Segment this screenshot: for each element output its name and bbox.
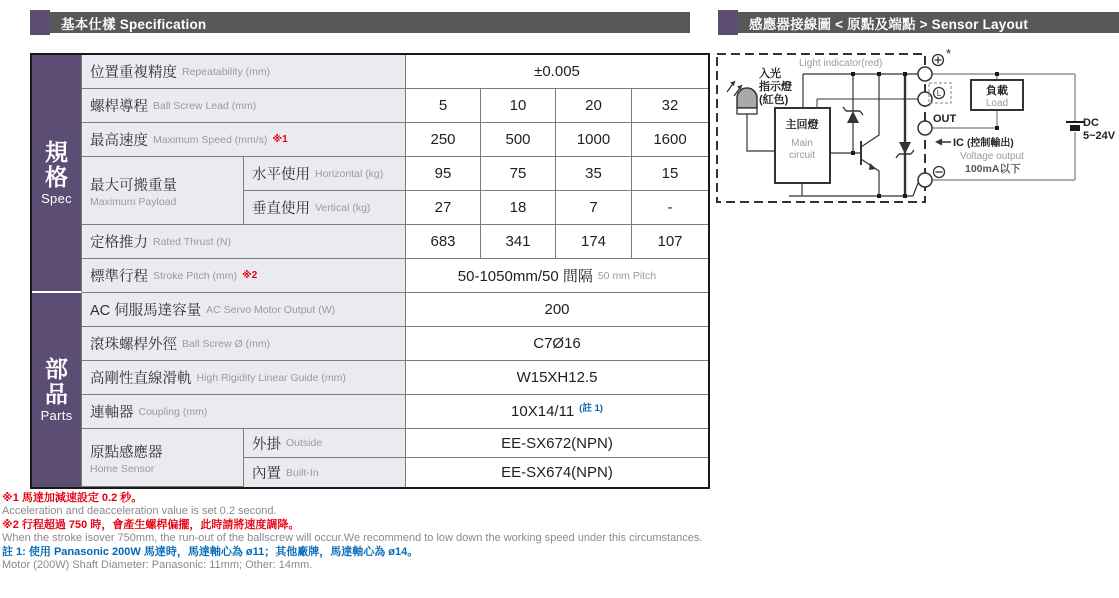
label-en: Home Sensor	[90, 462, 155, 475]
value-home-sensor-builtin: EE-SX674(NPN)	[406, 458, 708, 487]
label-zh: 垂直使用	[252, 201, 310, 217]
footnote-1-en: Acceleration and deacceleration value is set 0.2 second.	[2, 505, 277, 518]
coupling-note-ref: (註 1)	[579, 402, 603, 414]
row-thrust-label	[82, 225, 406, 259]
section-parts-zh: 部品	[45, 356, 68, 407]
label-en: Outside	[286, 437, 323, 449]
voltage-output-label: Voltage output	[960, 151, 1024, 162]
label-en: Ball Screw Lead (mm)	[153, 99, 257, 112]
value-speed-2: 500	[481, 123, 556, 157]
section-parts	[32, 293, 82, 487]
label-en: Ball Screw Ø (mm)	[182, 337, 271, 350]
sensor-section-title: 感應器接線圖 < 原點及端點 > Sensor Layout	[738, 12, 1119, 33]
value-vertical-2: 18	[481, 191, 556, 225]
purple-accent-square	[30, 10, 50, 35]
row-home-sensor-outside-label	[244, 429, 406, 458]
terminal-plus	[918, 67, 932, 81]
row-lead-label	[82, 89, 406, 123]
value-horizontal-2: 75	[481, 157, 556, 191]
label-en: Built-In	[286, 466, 319, 479]
incoming-light-label-3: (紅色)	[759, 94, 789, 106]
section-parts-en: Parts	[40, 408, 73, 423]
stroke-range: 50-1050mm/50 間隔	[457, 268, 593, 285]
label-zh: 螺桿導程	[90, 99, 148, 115]
value-thrust-3: 174	[556, 225, 632, 259]
row-home-sensor-label	[82, 429, 244, 487]
footnotes	[2, 492, 708, 572]
label-zh: 標準行程	[90, 269, 148, 285]
label-en: Repeatability (mm)	[182, 65, 271, 78]
row-stroke-label	[82, 259, 406, 293]
incoming-light-label-2: 指示燈	[759, 81, 792, 93]
purple-accent-square	[718, 10, 738, 35]
label-zh: 原點感應器	[90, 444, 163, 461]
label-en: High Rigidity Linear Guide (mm)	[196, 371, 346, 384]
value-thrust-2: 341	[481, 225, 556, 259]
label-zh: 定格推力	[90, 235, 148, 251]
footnote-marker-1: ※1	[272, 134, 288, 145]
row-payload-vertical-label	[244, 191, 406, 225]
label-zh: 水平使用	[252, 167, 310, 183]
row-motor-label	[82, 293, 406, 327]
label-zh: 滾珠螺桿外徑	[90, 337, 177, 353]
main-circuit-en2: circuit	[788, 150, 816, 161]
value-home-sensor-outside: EE-SX672(NPN)	[406, 429, 708, 458]
transistor-icon	[869, 163, 876, 170]
value-horizontal-3: 35	[556, 157, 632, 191]
main-circuit-zh: 主回燈	[785, 119, 819, 131]
load-zh: 負載	[986, 85, 1008, 97]
label-en: Maximum Payload	[90, 195, 177, 208]
ic-arrow-icon	[935, 139, 951, 146]
label-zh: 外掛	[252, 436, 281, 453]
dc-source-icon	[1066, 122, 1084, 131]
led-indicator-icon	[737, 88, 757, 114]
sensor-wiring-diagram	[713, 46, 1117, 215]
incoming-light-label-1: 入光	[759, 68, 781, 80]
plus-symbol-icon	[933, 55, 944, 66]
spec-section-title: 基本仕樣 Specification	[50, 12, 690, 33]
value-horizontal-1: 95	[406, 157, 481, 191]
circled-l-letter: L	[936, 89, 942, 98]
label-zh: 位置重複精度	[90, 65, 177, 81]
row-guide-label	[82, 361, 406, 395]
ic-label: IC	[953, 137, 964, 149]
row-repeatability-label	[82, 55, 406, 89]
value-thrust-1: 683	[406, 225, 481, 259]
label-zh: 最大可搬重量	[90, 177, 177, 194]
row-speed-label	[82, 123, 406, 157]
value-guide: W15XH12.5	[406, 361, 708, 395]
value-repeatability: ±0.005	[406, 55, 708, 89]
label-en: Rated Thrust (N)	[153, 235, 231, 248]
section-spec	[32, 55, 82, 293]
label-zh: 最高速度	[90, 133, 148, 149]
footnote-2-zh: ※2 行程超過 750 時，會產生螺桿偏擺，此時請將速度調降。	[2, 518, 300, 531]
value-lead-4: 32	[632, 89, 708, 123]
label-en: Stroke Pitch (mm)	[153, 269, 238, 282]
sensor-section-header	[718, 10, 1119, 35]
value-horizontal-4: 15	[632, 157, 708, 191]
value-speed-4: 1600	[632, 123, 708, 157]
footnote-note1-zh: 註 1: 使用 Panasonic 200W 馬達時，馬達軸心為 ø11；其他廠牌，馬達軸心為 ø14。	[2, 545, 419, 558]
terminal-minus	[918, 173, 932, 187]
plus-star: *	[946, 46, 952, 61]
label-en: AC Servo Motor Output (W)	[206, 303, 336, 316]
out-label: OUT	[933, 113, 957, 125]
footnote-2-en: When the stroke isover 750mm, the run-out of the ballscrew will occur.We recommend to low down the working speed under this circumstances.	[2, 532, 703, 545]
label-en: Coupling (mm)	[138, 405, 208, 418]
stroke-pitch-sub: 50 mm Pitch	[597, 269, 657, 282]
minus-symbol-icon	[934, 167, 945, 178]
value-vertical-1: 27	[406, 191, 481, 225]
value-motor: 200	[406, 293, 708, 327]
label-zh: 內置	[252, 466, 281, 482]
footnote-note1-en: Motor (200W) Shaft Diameter: Panasonic: 11mm; Other: 14mm.	[2, 559, 313, 572]
main-circuit-en1: Main	[791, 138, 813, 149]
terminal-out	[918, 121, 932, 135]
label-en: Vertical (kg)	[315, 201, 371, 214]
value-vertical-4: -	[632, 191, 708, 225]
dc-label: DC	[1083, 117, 1099, 129]
dc-range: 5~24V	[1083, 130, 1116, 142]
value-coupling	[406, 395, 708, 429]
label-zh: 連軸器	[90, 405, 134, 421]
row-coupling-label	[82, 395, 406, 429]
label-en: Maximum Speed (mm/s)	[153, 133, 268, 146]
value-vertical-3: 7	[556, 191, 632, 225]
value-ballscrew: C7Ø16	[406, 327, 708, 361]
label-zh: 高剛性直線滑軌	[90, 371, 192, 387]
footnote-marker-2: ※2	[242, 270, 258, 281]
value-thrust-4: 107	[632, 225, 708, 259]
section-spec-en: Spec	[41, 191, 72, 206]
value-lead-3: 20	[556, 89, 632, 123]
value-speed-3: 1000	[556, 123, 632, 157]
row-payload-label	[82, 157, 244, 225]
spec-section-header	[30, 10, 690, 35]
value-lead-2: 10	[481, 89, 556, 123]
row-ballscrew-label	[82, 327, 406, 361]
load-en: Load	[985, 98, 1009, 109]
row-payload-horizontal-label	[244, 157, 406, 191]
coupling-value: 10X14/11	[511, 403, 575, 420]
terminal-light	[918, 92, 932, 106]
current-limit-label: 100mA以下	[965, 163, 1021, 175]
value-lead-1: 5	[406, 89, 481, 123]
value-stroke	[406, 259, 708, 293]
section-spec-zh: 規格	[45, 139, 68, 190]
label-zh: AC 伺服馬達容量	[90, 303, 202, 319]
ic-note: (控制輸出)	[967, 138, 1014, 149]
light-indicator-label: Light indicator(red)	[799, 58, 883, 69]
footnote-1-zh: ※1 馬達加減速設定 0.2 秒。	[2, 492, 143, 504]
specification-table	[30, 53, 710, 489]
value-speed-1: 250	[406, 123, 481, 157]
row-home-sensor-builtin-label	[244, 458, 406, 487]
label-en: Horizontal (kg)	[315, 167, 384, 180]
